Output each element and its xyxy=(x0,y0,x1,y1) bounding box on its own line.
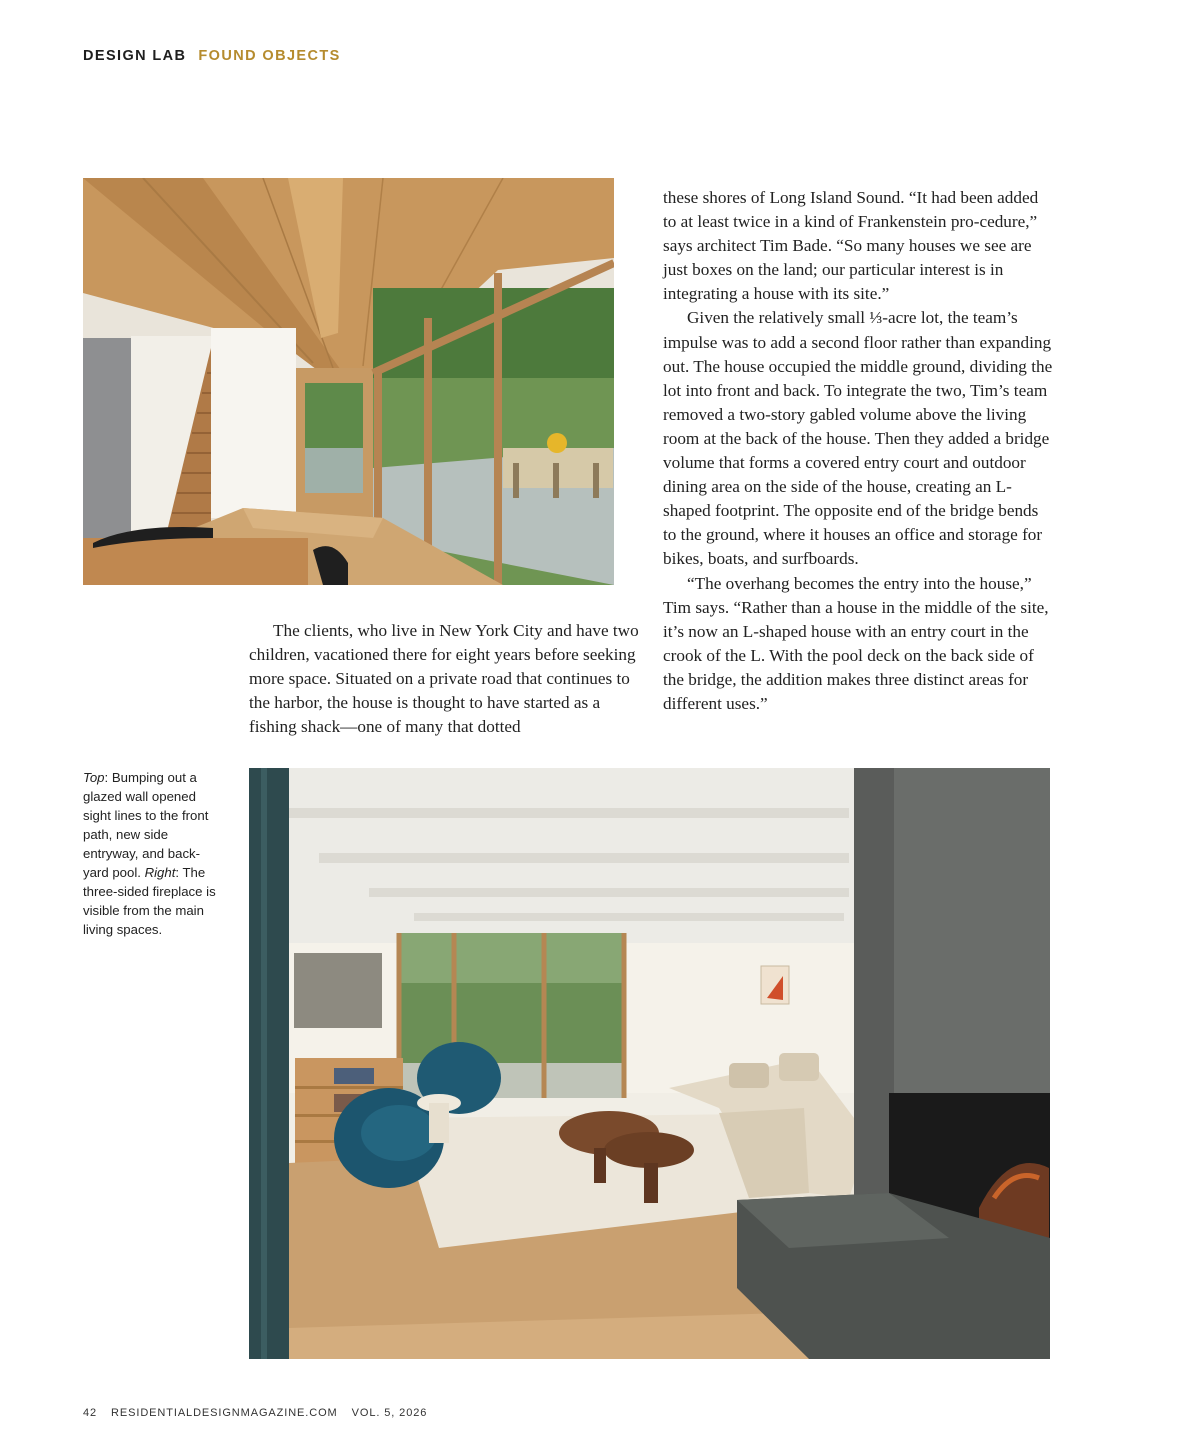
paragraph: The clients, who live in New York City and have two children, vacationed there for eight years before seeking more space. Situated on a private road that continues to the harbor, the house is thought to have started as a fishing shack—one of many that dotted xyxy=(249,621,639,737)
paragraph: “The overhang becomes the entry into the house,” Tim says. “Rather than a house in the middle of the site, it’s now an L-shaped house with an entry court in the crook of the L. With the pool deck on the back side of the bridge, the addition makes three distinct areas for different uses.” xyxy=(663,573,1049,713)
subsection-label: FOUND OBJECTS xyxy=(198,48,341,64)
section-label: DESIGN LAB xyxy=(83,48,187,64)
article-column-left xyxy=(249,619,641,739)
caption-label-right: Right xyxy=(144,865,176,880)
site-url: RESIDENTIALDESIGNMAGAZINE.COM xyxy=(111,1407,338,1419)
hallway-photo xyxy=(83,178,614,585)
photo-caption xyxy=(83,768,223,939)
article-column-right xyxy=(663,186,1055,716)
living-room-photo xyxy=(249,768,1050,1359)
paragraph: these shores of Long Island Sound. “It had been added to at least twice in a kind of Frankenstein pro-cedure,” says architect Tim Bade. “So many houses we see are just boxes on the land; our particular interest is in integrating a house with its site.” xyxy=(663,188,1039,304)
volume-label: VOL. 5, 2026 xyxy=(351,1407,428,1419)
caption-label-top: Top xyxy=(83,770,105,785)
page-number: 42 xyxy=(83,1407,98,1419)
paragraph: Given the relatively small ⅓-acre lot, the team’s impulse was to add a second floor rather than expanding out. The house occupied the middle ground, dividing the lot into front and back. To integrate the two, Tim’s team removed a two-story gabled volume above the living room at the back of the house. Then they added a bridge volume that forms a covered entry court and outdoor dining area on the side of the house, creating an L-shaped footprint. The opposite end of the bridge bends to the ground, where it houses an office and storage for bikes, boats, and surfboards. xyxy=(663,308,1053,569)
section-header xyxy=(83,48,341,64)
page-footer xyxy=(83,1407,441,1419)
caption-text-top: : Bumping out a glazed wall opened sight lines to the front path, new side entryway, and back-yard pool. xyxy=(83,770,209,880)
caption-text-right: : The three-sided fireplace is visible from the main living spaces. xyxy=(83,865,216,937)
